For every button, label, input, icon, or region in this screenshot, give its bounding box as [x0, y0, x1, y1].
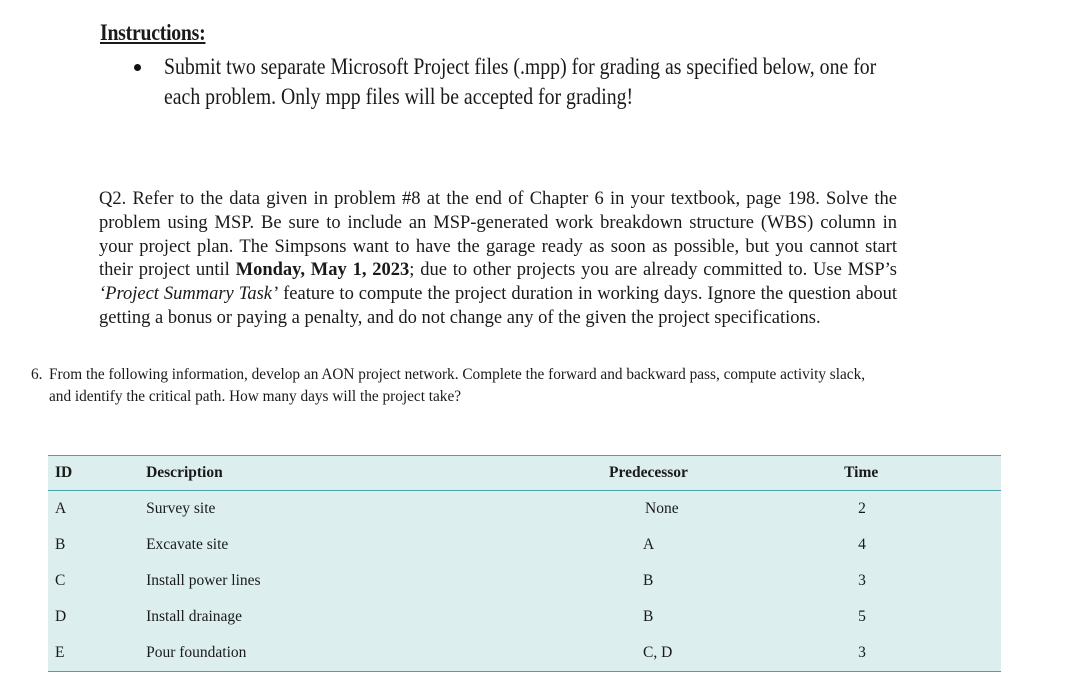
- q2-section: [99, 188, 897, 331]
- instructions-bullet-text: Submit two separate Microsoft Project files (.mpp) for grading as specified below, one for each problem. Only mpp files will be accepted for grading!: [164, 54, 877, 109]
- cell-predecessor: B: [643, 572, 654, 589]
- table-row: [48, 599, 1001, 635]
- activity-table: [48, 455, 1001, 672]
- cell-time: 4: [858, 536, 866, 553]
- problem-6: [31, 364, 1001, 408]
- table-row: [48, 527, 1001, 563]
- cell-id: D: [55, 608, 67, 625]
- cell-predecessor: A: [643, 536, 655, 553]
- table-row: [48, 563, 1001, 599]
- q2-text-part2: ; due to other projects you are already committed to. Use MSP’s: [409, 260, 897, 281]
- cell-predecessor: None: [645, 500, 679, 517]
- cell-id: B: [55, 536, 66, 553]
- q2-text-part1: Q2. Refer to the data given in problem #8 at the end of Chapter 6 in your textbook, page 198. Solve the problem using MSP. Be sure to include an MSP-generated work breakdown structure (WBS) column in your project plan. The Simpsons want to have the garage ready as soon as possible, but you cannot start their project until: [99, 189, 897, 281]
- cell-time: 3: [858, 644, 866, 661]
- cell-time: 2: [858, 500, 866, 517]
- cell-description: Install drainage: [146, 608, 243, 625]
- cell-time: 3: [858, 572, 866, 589]
- cell-predecessor: B: [643, 608, 654, 625]
- q2-text-part3: feature to compute the project duration in working days. Ignore the question about getting a bonus or paying a penalty, and do not change any of the given the project specifications.: [99, 284, 897, 328]
- problem-6-text-line2: and identify the critical path. How many days will the project take?: [49, 388, 462, 405]
- q2-feature-name: ‘Project Summary Task’: [99, 284, 279, 305]
- instructions-bullet: [100, 52, 920, 112]
- cell-description: Excavate site: [146, 536, 229, 553]
- instructions-heading: Instructions:: [100, 20, 206, 45]
- bullet-icon: [134, 64, 141, 71]
- table-row: [48, 635, 1001, 672]
- cell-id: A: [55, 500, 67, 517]
- problem-6-text-line1: From the following information, develop an AON project network. Complete the forward and backward pass, compute activity slack,: [49, 366, 866, 383]
- cell-description: Install power lines: [146, 572, 261, 589]
- instructions-section: [100, 20, 920, 112]
- cell-description: Pour foundation: [146, 644, 247, 661]
- q2-start-date: Monday, May 1, 2023: [235, 260, 410, 281]
- header-description: Description: [146, 464, 223, 481]
- table-header-row: [48, 456, 1001, 491]
- header-predecessor: Predecessor: [609, 464, 688, 481]
- header-id: ID: [55, 464, 73, 481]
- cell-id: E: [55, 644, 65, 661]
- cell-id: C: [55, 572, 66, 589]
- header-time: Time: [844, 464, 879, 481]
- problem-6-line1: [31, 364, 1001, 386]
- problem-6-number: 6.: [31, 366, 43, 383]
- cell-time: 5: [858, 608, 866, 625]
- cell-predecessor: C, D: [643, 644, 673, 661]
- cell-description: Survey site: [146, 500, 216, 517]
- q2-paragraph: [99, 188, 897, 331]
- table-row: [48, 491, 1001, 528]
